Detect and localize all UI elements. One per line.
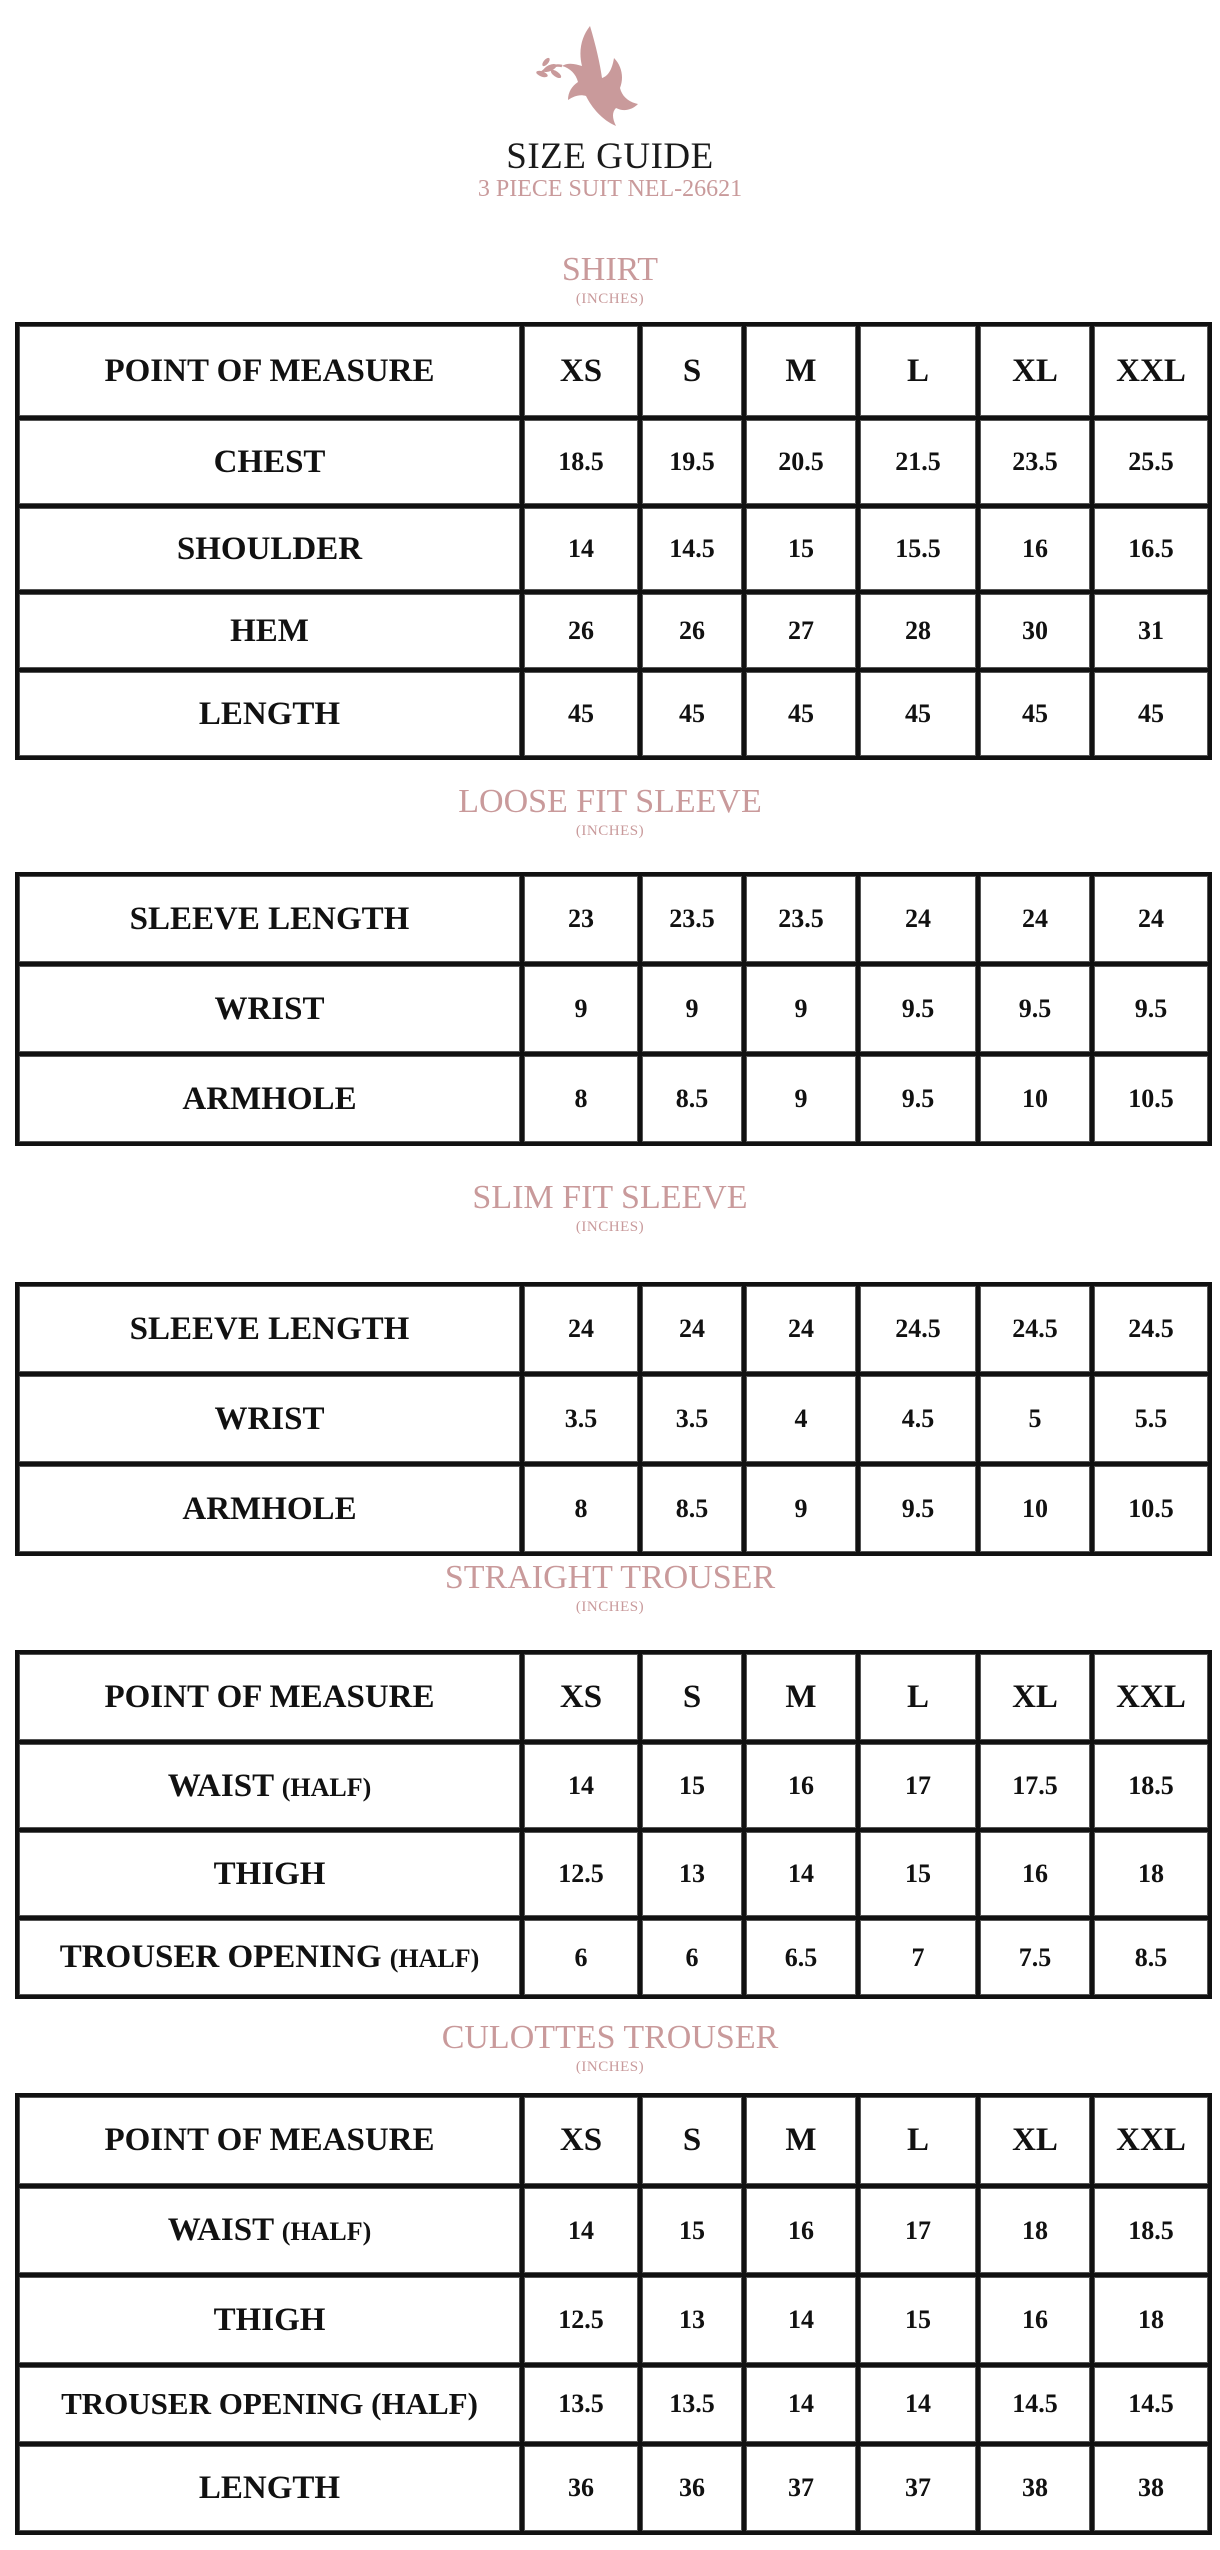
table-cell: 10 <box>978 1464 1092 1554</box>
slim-sleeve-table <box>15 1282 1212 1556</box>
table-cell: 16 <box>978 1830 1092 1918</box>
shirt-section-header <box>0 250 1220 308</box>
table-cell: 36 <box>522 2444 640 2533</box>
row-label: ARMHOLE <box>17 1464 522 1554</box>
column-header: XS <box>522 324 640 418</box>
table-cell: 24 <box>640 1284 744 1374</box>
table-cell: 18 <box>1092 1830 1210 1918</box>
table-cell: 8 <box>522 1464 640 1554</box>
table-cell: 20.5 <box>744 418 858 506</box>
column-header: L <box>858 324 978 418</box>
loose-sleeve-unit: (INCHES) <box>575 823 645 839</box>
table-cell: 9 <box>744 964 858 1054</box>
row-label <box>17 2365 522 2444</box>
table-cell: 38 <box>978 2444 1092 2533</box>
row-label-text: THIGH <box>213 2301 326 2338</box>
straight-trouser-unit: (INCHES) <box>575 1599 645 1615</box>
table-cell: 16 <box>978 2275 1092 2364</box>
row-label <box>17 2444 522 2533</box>
table-cell: 14 <box>522 506 640 592</box>
page-title: SIZE GUIDE <box>506 136 714 177</box>
table-cell: 13 <box>640 2275 744 2364</box>
row-label: SLEEVE LENGTH <box>17 874 522 964</box>
table-header-row <box>17 1652 1210 1742</box>
table-cell: 6 <box>640 1918 744 1997</box>
table-cell: 21.5 <box>858 418 978 506</box>
culottes-trouser-unit: (INCHES) <box>575 2059 645 2075</box>
column-header: POINT OF MEASURE <box>17 324 522 418</box>
table-cell: 8.5 <box>640 1464 744 1554</box>
table-cell: 24.5 <box>1092 1284 1210 1374</box>
table-cell: 9.5 <box>858 1054 978 1144</box>
table-cell: 6.5 <box>744 1918 858 1997</box>
row-label <box>17 2275 522 2364</box>
row-label-text: TROUSER OPENING (HALF) <box>61 2386 478 2422</box>
shirt-unit: (INCHES) <box>575 291 645 307</box>
loose-sleeve-section-header <box>0 782 1220 840</box>
column-header: M <box>744 324 858 418</box>
table-cell: 3.5 <box>522 1374 640 1464</box>
culottes-trouser-title: CULOTTES TROUSER <box>441 2019 779 2056</box>
dove-logo-icon <box>528 22 648 140</box>
table-cell: 9 <box>640 964 744 1054</box>
row-label: WRIST <box>17 1374 522 1464</box>
table-cell: 18 <box>1092 2275 1210 2364</box>
table-cell: 9 <box>744 1054 858 1144</box>
table-cell: 37 <box>858 2444 978 2533</box>
table-cell: 24.5 <box>858 1284 978 1374</box>
row-label-text: WAIST <box>167 1767 274 1804</box>
row-label <box>17 1918 522 1997</box>
table-cell: 16 <box>744 2186 858 2275</box>
shirt-title: SHIRT <box>561 251 659 288</box>
table-cell: 14 <box>858 2365 978 2444</box>
table-cell: 10 <box>978 1054 1092 1144</box>
table-row <box>17 1918 1210 1997</box>
table-header-row <box>17 2095 1210 2186</box>
table-cell: 24.5 <box>978 1284 1092 1374</box>
table-cell: 14.5 <box>978 2365 1092 2444</box>
table-cell: 15 <box>858 1830 978 1918</box>
table-cell: 9.5 <box>858 964 978 1054</box>
table-cell: 36 <box>640 2444 744 2533</box>
table-cell: 19.5 <box>640 418 744 506</box>
column-header: XL <box>978 2095 1092 2186</box>
table-row <box>17 1830 1210 1918</box>
table-cell: 16.5 <box>1092 506 1210 592</box>
table-cell: 8.5 <box>640 1054 744 1144</box>
table-cell: 18.5 <box>1092 1742 1210 1830</box>
table-cell: 45 <box>640 670 744 758</box>
table-row <box>17 2365 1210 2444</box>
table-cell: 23.5 <box>744 874 858 964</box>
table-cell: 23 <box>522 874 640 964</box>
table-cell: 4.5 <box>858 1374 978 1464</box>
table-cell: 45 <box>744 670 858 758</box>
table-cell: 17 <box>858 1742 978 1830</box>
table-cell: 13.5 <box>640 2365 744 2444</box>
table-cell: 14.5 <box>1092 2365 1210 2444</box>
table-cell: 18.5 <box>522 418 640 506</box>
row-label: SHOULDER <box>17 506 522 592</box>
culottes-trouser-section-header <box>0 2018 1220 2076</box>
table-cell: 10.5 <box>1092 1054 1210 1144</box>
table-row <box>17 592 1210 670</box>
page-subtitle: 3 PIECE SUIT NEL-26621 <box>477 176 743 202</box>
row-label <box>17 1742 522 1830</box>
table-cell: 5.5 <box>1092 1374 1210 1464</box>
table-cell: 24 <box>744 1284 858 1374</box>
table-row <box>17 1464 1210 1554</box>
table-cell: 7.5 <box>978 1918 1092 1997</box>
table-cell: 4 <box>744 1374 858 1464</box>
table-cell: 23.5 <box>978 418 1092 506</box>
table-cell: 14 <box>522 1742 640 1830</box>
column-header: XS <box>522 1652 640 1742</box>
table-cell: 24 <box>1092 874 1210 964</box>
table-cell: 27 <box>744 592 858 670</box>
table-cell: 14.5 <box>640 506 744 592</box>
table-cell: 15 <box>640 2186 744 2275</box>
table-cell: 45 <box>858 670 978 758</box>
column-header: XL <box>978 1652 1092 1742</box>
column-header: POINT OF MEASURE <box>17 1652 522 1742</box>
table-cell: 28 <box>858 592 978 670</box>
table-cell: 12.5 <box>522 2275 640 2364</box>
table-cell: 24 <box>978 874 1092 964</box>
column-header: XXL <box>1092 1652 1210 1742</box>
table-cell: 30 <box>978 592 1092 670</box>
table-cell: 25.5 <box>1092 418 1210 506</box>
table-cell: 10.5 <box>1092 1464 1210 1554</box>
table-cell: 12.5 <box>522 1830 640 1918</box>
culottes-trouser-table <box>15 2093 1212 2535</box>
table-row <box>17 1284 1210 1374</box>
table-cell: 9.5 <box>978 964 1092 1054</box>
table-cell: 17 <box>858 2186 978 2275</box>
column-header: S <box>640 2095 744 2186</box>
table-cell: 8 <box>522 1054 640 1144</box>
table-cell: 9.5 <box>1092 964 1210 1054</box>
column-header: XL <box>978 324 1092 418</box>
table-row <box>17 670 1210 758</box>
straight-trouser-section-header <box>0 1558 1220 1616</box>
table-cell: 45 <box>522 670 640 758</box>
row-label-suffix: (HALF) <box>389 1944 480 1973</box>
table-header-row <box>17 324 1210 418</box>
table-cell: 13.5 <box>522 2365 640 2444</box>
table-row <box>17 506 1210 592</box>
table-cell: 7 <box>858 1918 978 1997</box>
table-row <box>17 964 1210 1054</box>
table-cell: 15 <box>640 1742 744 1830</box>
straight-trouser-title: STRAIGHT TROUSER <box>444 1559 776 1596</box>
column-header: M <box>744 1652 858 1742</box>
slim-sleeve-section-header <box>0 1178 1220 1236</box>
column-header: XS <box>522 2095 640 2186</box>
column-header: XXL <box>1092 2095 1210 2186</box>
row-label: SLEEVE LENGTH <box>17 1284 522 1374</box>
table-cell: 8.5 <box>1092 1918 1210 1997</box>
shirt-table <box>15 322 1212 760</box>
table-row <box>17 2444 1210 2533</box>
column-header: M <box>744 2095 858 2186</box>
table-row <box>17 1374 1210 1464</box>
row-label: ARMHOLE <box>17 1054 522 1144</box>
straight-trouser-table <box>15 1650 1212 1999</box>
table-cell: 24 <box>858 874 978 964</box>
table-cell: 15 <box>744 506 858 592</box>
table-cell: 18.5 <box>1092 2186 1210 2275</box>
table-cell: 13 <box>640 1830 744 1918</box>
table-cell: 24 <box>522 1284 640 1374</box>
row-label-text: THIGH <box>213 1855 326 1892</box>
table-cell: 14 <box>744 2275 858 2364</box>
table-cell: 26 <box>522 592 640 670</box>
column-header: POINT OF MEASURE <box>17 2095 522 2186</box>
table-cell: 18 <box>978 2186 1092 2275</box>
row-label <box>17 2186 522 2275</box>
table-cell: 31 <box>1092 592 1210 670</box>
table-row <box>17 2186 1210 2275</box>
table-row <box>17 2275 1210 2364</box>
row-label: HEM <box>17 592 522 670</box>
table-cell: 37 <box>744 2444 858 2533</box>
row-label-suffix: (HALF) <box>281 1772 372 1802</box>
table-cell: 9.5 <box>858 1464 978 1554</box>
table-row <box>17 1742 1210 1830</box>
row-label <box>17 1830 522 1918</box>
column-header: XXL <box>1092 324 1210 418</box>
table-row <box>17 874 1210 964</box>
row-label-text: WAIST <box>167 2212 274 2249</box>
table-cell: 45 <box>1092 670 1210 758</box>
table-cell: 23.5 <box>640 874 744 964</box>
table-cell: 15 <box>858 2275 978 2364</box>
column-header: L <box>858 1652 978 1742</box>
table-cell: 14 <box>744 2365 858 2444</box>
column-header: S <box>640 324 744 418</box>
table-cell: 45 <box>978 670 1092 758</box>
row-label: CHEST <box>17 418 522 506</box>
row-label: LENGTH <box>17 670 522 758</box>
table-row <box>17 418 1210 506</box>
table-cell: 38 <box>1092 2444 1210 2533</box>
table-cell: 16 <box>744 1742 858 1830</box>
row-label-text: TROUSER OPENING <box>59 1939 382 1975</box>
table-cell: 5 <box>978 1374 1092 1464</box>
table-cell: 9 <box>744 1464 858 1554</box>
table-cell: 15.5 <box>858 506 978 592</box>
column-header: L <box>858 2095 978 2186</box>
loose-sleeve-title: LOOSE FIT SLEEVE <box>458 783 762 820</box>
table-cell: 14 <box>522 2186 640 2275</box>
table-cell: 26 <box>640 592 744 670</box>
slim-sleeve-title: SLIM FIT SLEEVE <box>472 1179 748 1216</box>
table-row <box>17 1054 1210 1144</box>
column-header: S <box>640 1652 744 1742</box>
loose-sleeve-table <box>15 872 1212 1146</box>
table-cell: 9 <box>522 964 640 1054</box>
row-label-suffix: (HALF) <box>281 2217 372 2247</box>
slim-sleeve-unit: (INCHES) <box>575 1219 645 1235</box>
table-cell: 3.5 <box>640 1374 744 1464</box>
table-cell: 17.5 <box>978 1742 1092 1830</box>
table-cell: 6 <box>522 1918 640 1997</box>
row-label: WRIST <box>17 964 522 1054</box>
table-cell: 16 <box>978 506 1092 592</box>
row-label-text: LENGTH <box>198 2469 341 2506</box>
table-cell: 14 <box>744 1830 858 1918</box>
